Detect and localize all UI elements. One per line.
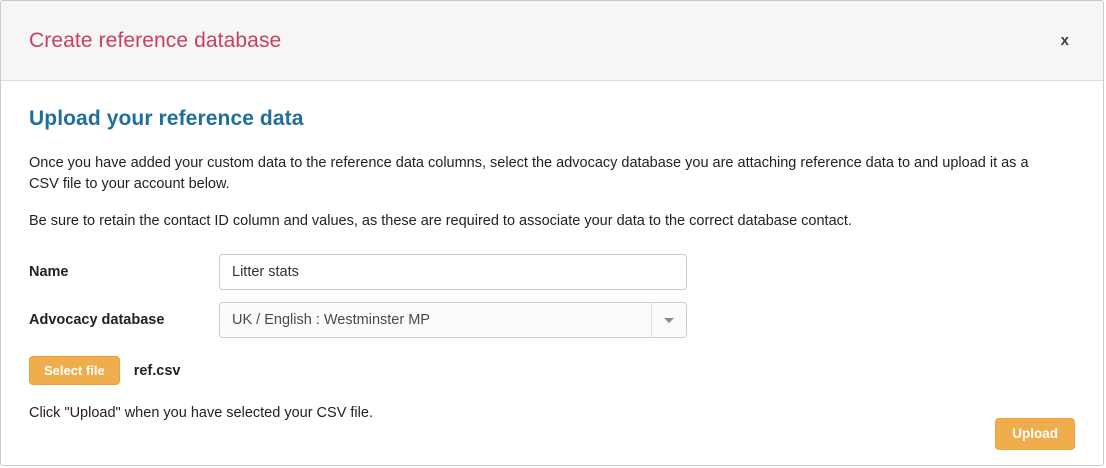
selected-file-name: ref.csv	[133, 362, 181, 379]
advocacy-database-select[interactable]: UK / English : Westminster MP	[219, 302, 687, 338]
dialog-title: Create reference database	[29, 28, 282, 52]
advocacy-database-label: Advocacy database	[29, 312, 165, 329]
description-paragraph-1: Once you have added your custom data to the reference data columns, select the advocacy database you are attaching reference data to and upload it as a CSV file to your account below.	[29, 155, 1029, 193]
close-icon[interactable]: x	[1060, 32, 1069, 49]
dialog-header	[1, 1, 1103, 81]
dialog-body	[1, 81, 1103, 421]
select-file-button[interactable]: Select file	[29, 356, 120, 385]
description-paragraph-2: Be sure to retain the contact ID column and values, as these are required to associate your data to the correct database contact.	[29, 213, 852, 230]
advocacy-database-select-wrapper	[219, 302, 687, 338]
dialog-footer	[1, 403, 1103, 465]
upload-hint: Click "Upload" when you have selected your CSV file.	[29, 405, 373, 422]
section-title: Upload your reference data	[29, 107, 304, 130]
name-label: Name	[29, 264, 69, 281]
name-input[interactable]	[219, 254, 687, 290]
name-row	[29, 254, 1075, 290]
file-selection-row	[29, 356, 1075, 385]
advocacy-database-row	[29, 302, 1075, 338]
upload-button[interactable]: Upload	[995, 418, 1075, 450]
